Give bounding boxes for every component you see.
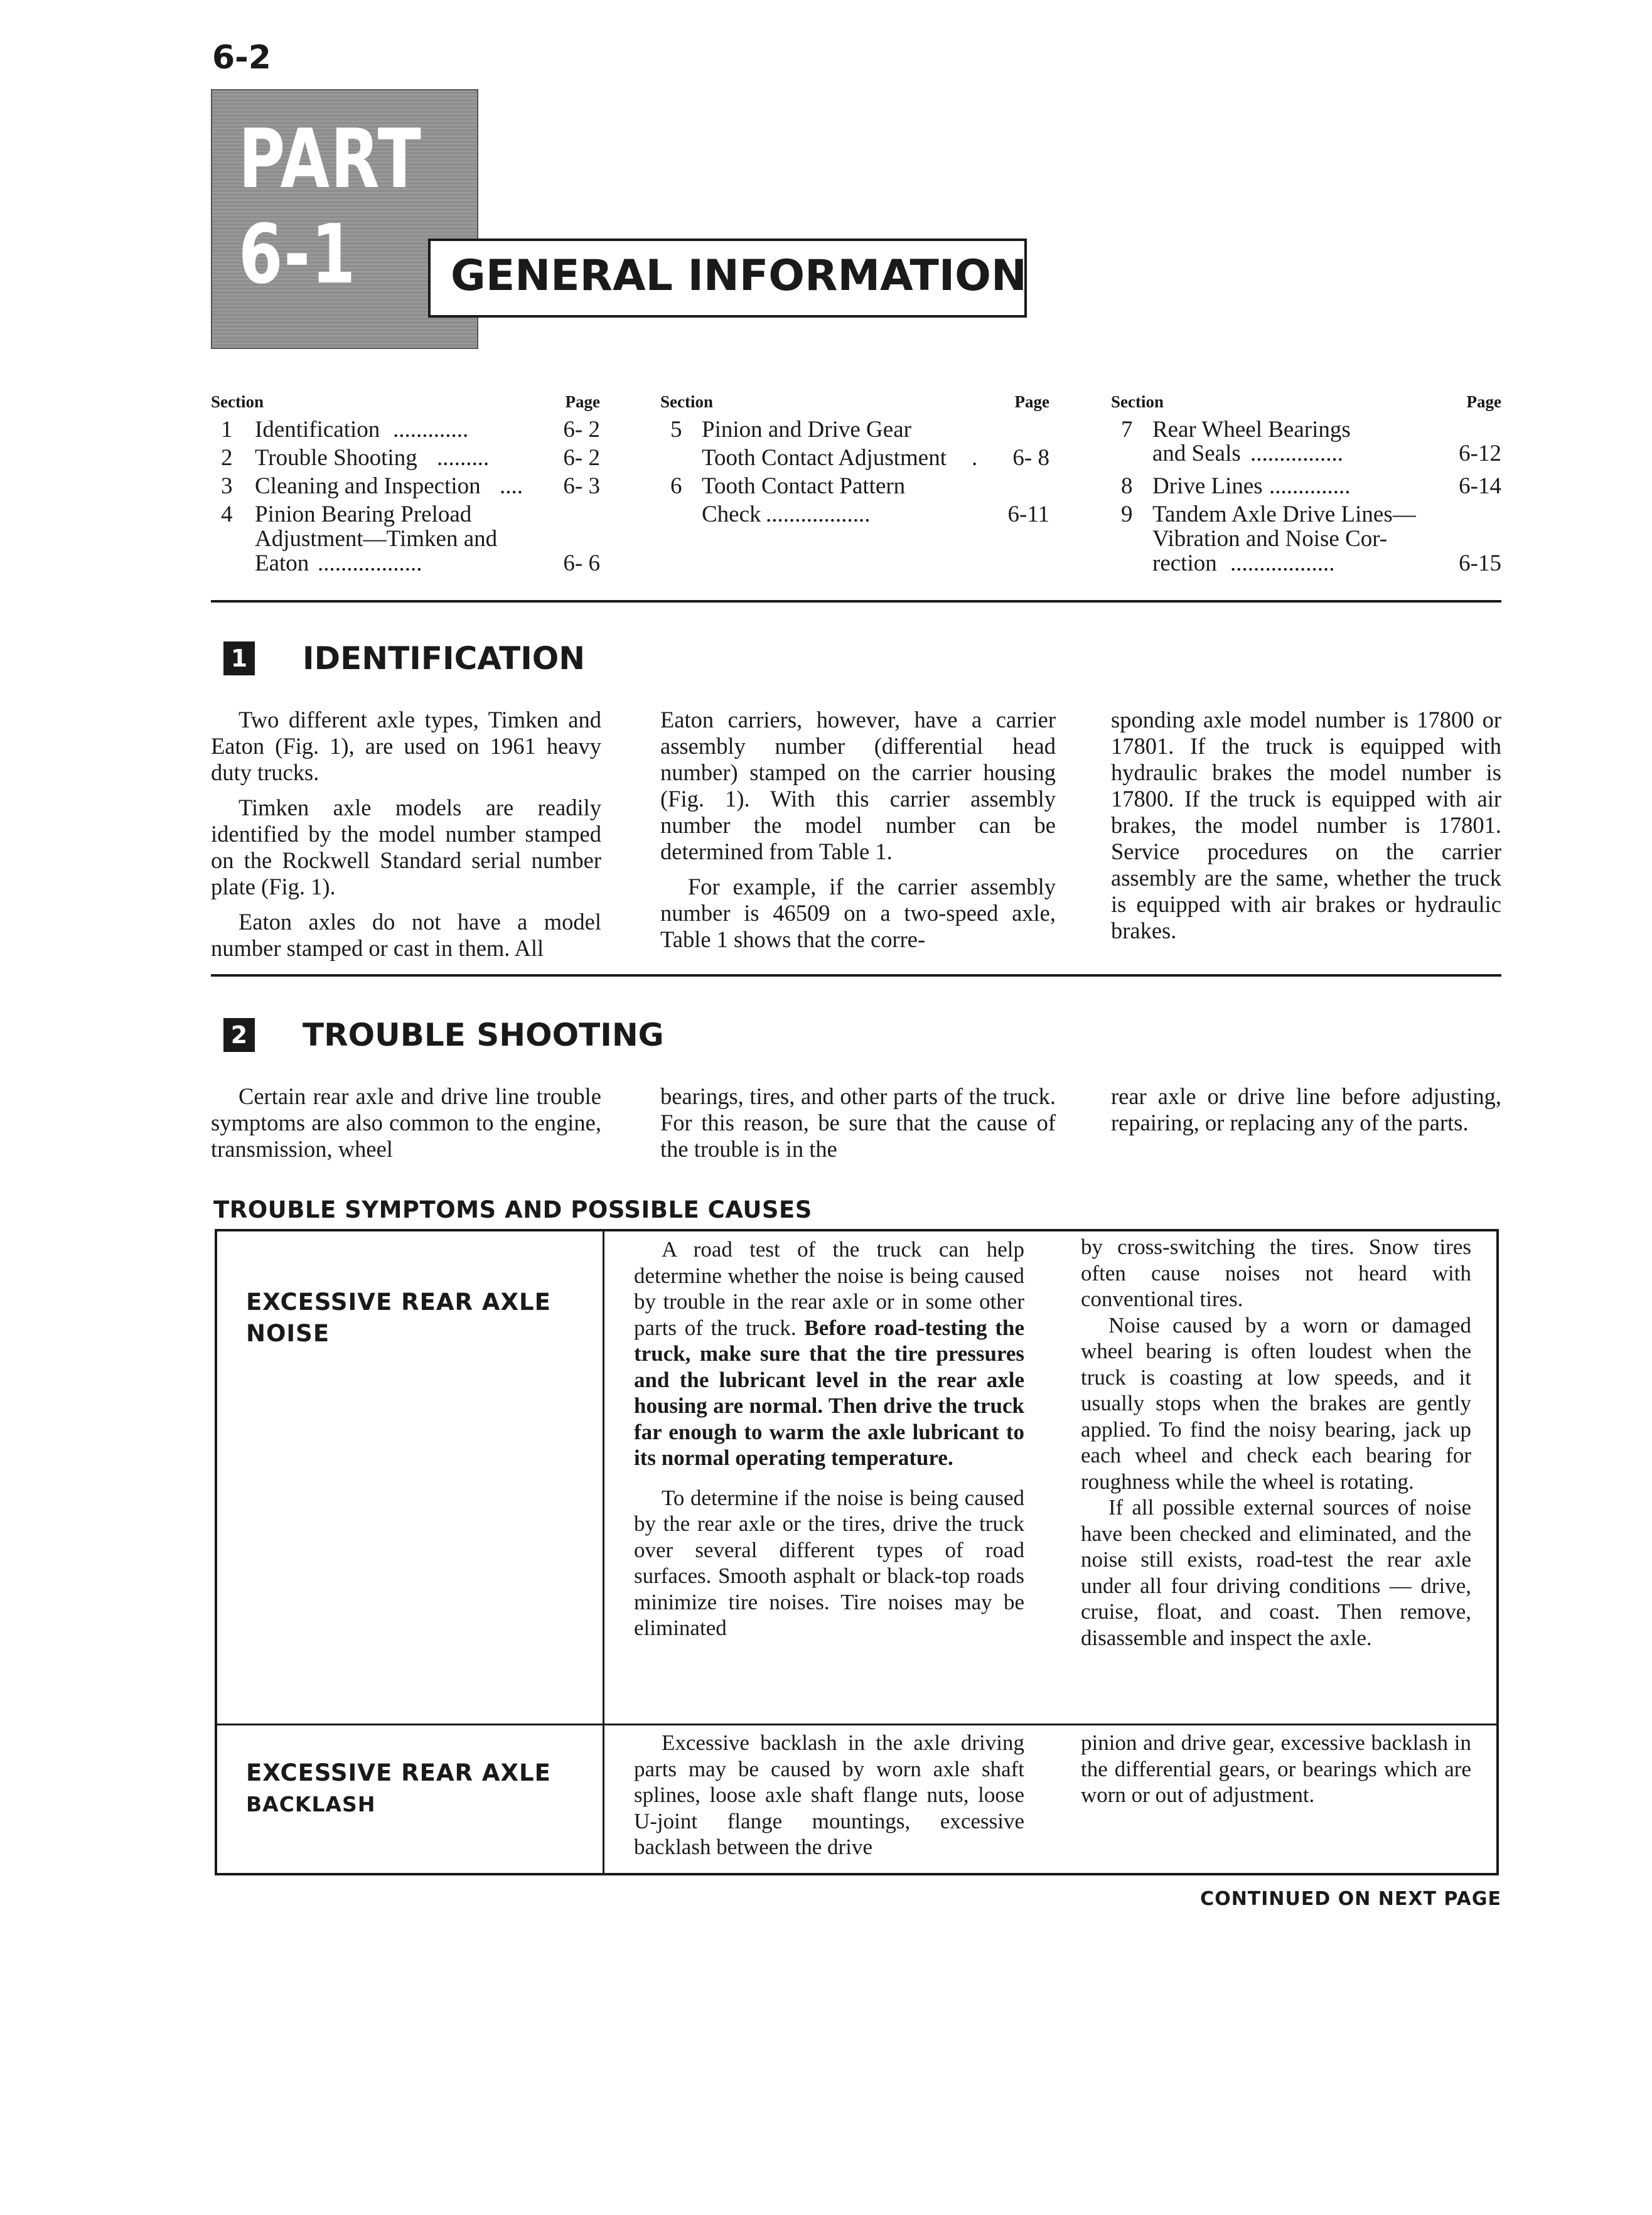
toc-section-header: Section [211,392,264,411]
section-2-column-3 [1111,1083,1501,1145]
paragraph: by cross-switching the tires. Snow tires often cause noises not heard with conventional tires. [1081,1235,1471,1311]
section-1-heading: IDENTIFICATION [303,640,586,677]
paragraph: A road test of the truck can help determine whether the noise is being caused by trouble in the rear axle or in some other parts of the truck. [634,1237,1024,1340]
section-2-badge: 2 [223,1018,255,1052]
section-1-badge: 1 [223,641,255,675]
section-1-column-1 [211,707,601,970]
paragraph: Excessive backlash in the axle driving parts may be caused by worn axle shaft splines, loose axle shaft flange nuts, loose U-joint flange mountings, excessive backlash between the drive [634,1730,1024,1859]
paragraph: Noise caused by a worn or damaged wheel bearing is often loudest when the truck is coasting at low speeds, and it usually stops when the brakes are gently applied. To find the noisy bearing, jack up each wheel and check each bearing for roughness while the wheel is rotating. [1081,1312,1471,1494]
table-cell [1081,1730,1471,1808]
paragraph: pinion and drive gear, excessive backlash in the differential gears, or bearings which are worn or out of adjustment. [1081,1730,1471,1807]
paragraph: For example, if the carrier assembly number is 46509 on a two-speed axle, Table 1 shows that the corre- [660,874,1056,952]
paragraph: sponding axle model number is 17800 or 17801. If the truck is equipped with hydraulic brakes the model number is 17800. If the truck is equipped with air brakes, the model number is 17801. Service procedures on the carrier assembly are the same, whether the truck is equipped with air brakes or hydraulic brakes. [1111,707,1501,943]
toc-section-header: Section [660,392,713,411]
table-cell [1081,1234,1471,1651]
section-2-column-1 [211,1083,601,1171]
toc-column-1: Section Page 1 Identification ............. 6- 2 2 Trouble Shooting ......... 6- 2 3 Cleaning and Inspection .... 6- 3 4 Pinion Bearing Preload Adjustment—Timken and Eaton .................. 6- 6 [211,388,600,576]
toc-section-header: Section [1111,392,1164,411]
divider [211,974,1501,977]
toc-page-header: Page [1014,392,1049,411]
part-title: GENERAL INFORMATION [451,251,1027,301]
table-cell [634,1730,1024,1860]
section-2-column-2 [660,1083,1056,1171]
paragraph: Eaton axles do not have a model number stamped or cast in them. All [211,909,601,961]
paragraph: To determine if the noise is being caused by the rear axle or the tires, drive the truck over several different types of road surfaces. Smooth asphalt or black-top roads minimize tire noises. Tire noises may be eliminated [634,1485,1024,1640]
divider [211,600,1501,603]
section-1-column-3 [1111,707,1501,953]
toc-page-header: Page [565,392,600,411]
paragraph: If all possible external sources of noise have been checked and eliminated, and the noise still exists, road-test the rear axle under all four driving conditions — drive, cruise, float, and coast. Then remove, disassemble and inspect the axle. [1081,1495,1471,1650]
part-number: 6-1 [239,206,357,302]
table-cell [634,1236,1024,1641]
table-divider [215,1724,1499,1725]
symptom-label: EXCESSIVE REAR AXLE BACKLASH [246,1759,551,1816]
page-number: 6-2 [212,39,271,77]
table-title: TROUBLE SYMPTOMS AND POSSIBLE CAUSES [213,1196,812,1223]
toc-column-3: Section Page 7 Rear Wheel Bearings and Seals ................ 6-12 8 Drive Lines .............. 6-14 9 Tandem Axle Drive Lines— Vibration and Noise Cor- rection .................. 6-15 [1111,388,1501,576]
continued-note: CONTINUED ON NEXT PAGE [1200,1888,1501,1910]
paragraph: rear axle or drive line before adjusting, repairing, or replacing any of the parts. [1111,1083,1501,1135]
paragraph: Certain rear axle and drive line trouble symptoms are also common to the engine, transmission, wheel [211,1083,601,1162]
paragraph: Eaton carriers, however, have a carrier assembly number (differential head number) stamped on the carrier housing (Fig. 1). With this carrier assembly number the model number can be determined from Table 1. [660,707,1056,864]
section-1-column-2 [660,707,1056,962]
toc-column-2: Section Page 5 Pinion and Drive Gear Tooth Contact Adjustment . 6- 8 6 Tooth Contact Pattern Check .................. 6-11 [660,388,1049,576]
section-2-heading: TROUBLE SHOOTING [303,1017,664,1053]
table-divider [603,1229,604,1875]
paragraph: Two different axle types, Timken and Eaton (Fig. 1), are used on 1961 heavy duty trucks. [211,707,601,785]
bold-instruction: Before road-testing the truck, make sure that the tire pressures and the lubricant level in the rear axle housing are normal. Then drive the truck far enough to warm the axle lubricant to its normal operating temperature. [634,1315,1025,1470]
toc-page-header: Page [1466,392,1501,411]
part-label: PART [239,111,422,206]
symptom-label: EXCESSIVE REAR AXLE NOISE [246,1289,551,1347]
paragraph: Timken axle models are readily identified by the model number stamped on the Rockwell Standard serial number plate (Fig. 1). [211,795,601,899]
paragraph: bearings, tires, and other parts of the truck. For this reason, be sure that the cause of the trouble is in the [660,1083,1056,1162]
